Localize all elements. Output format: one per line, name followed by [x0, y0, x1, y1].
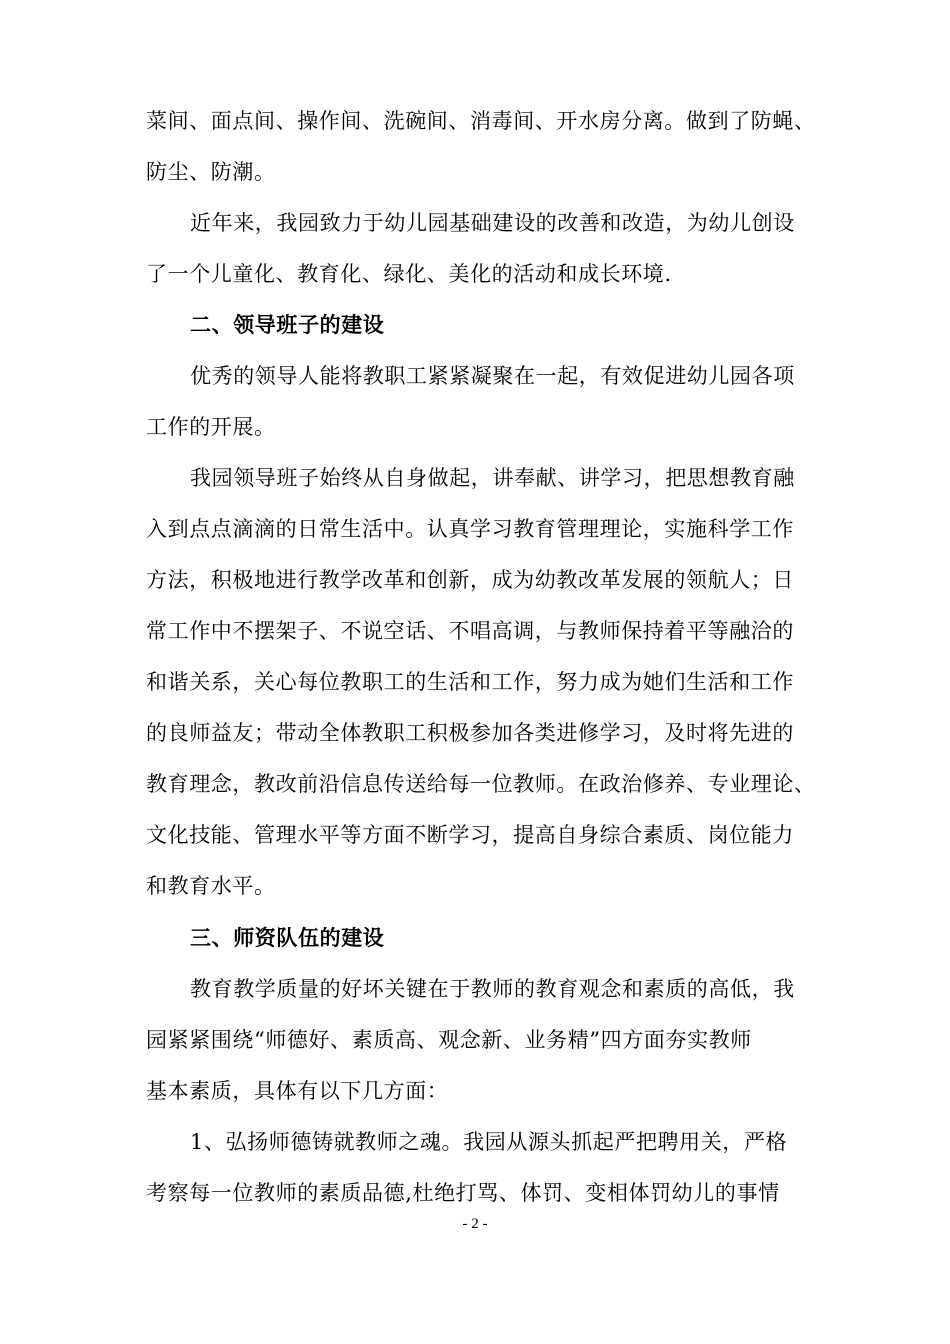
text-line: 常工作中不摆架子、不说空话、不唱高调，与教师保持着平等融洽的: [146, 619, 794, 643]
paragraph-first-line: 优秀的领导人能将教职工紧紧凝聚在一起，有效促进幼儿园各项: [190, 364, 795, 388]
text-line: 文化技能、管理水平等方面不断学习，提高自身综合素质、岗位能力: [146, 823, 794, 847]
text-line: 的良师益友；带动全体教职工积极参加各类进修学习，及时将先进的: [146, 721, 794, 745]
section-heading-teachers: 三、师资队伍的建设: [190, 925, 385, 950]
text-line: 和教育水平。: [146, 874, 276, 898]
text-line: 防尘、防潮。: [146, 160, 276, 184]
text-line: 基本素质，具体有以下几方面：: [146, 1079, 449, 1103]
page-number: - 2 -: [462, 1216, 488, 1232]
text-line: 考察每一位教师的素质品德,杜绝打骂、体罚、变相体罚幼儿的事情: [146, 1181, 780, 1205]
text-line: 了一个儿童化、教育化、绿化、美化的活动和成长环境.: [146, 262, 672, 286]
paragraph-first-line: 教育教学质量的好坏关键在于教师的教育观念和素质的高低，我: [190, 977, 795, 1001]
text-line: 菜间、面点间、操作间、洗碗间、消毒间、开水房分离。做到了防蝇、: [146, 109, 816, 133]
section-heading-leadership: 二、领导班子的建设: [190, 312, 385, 337]
text-line: 园紧紧围绕“师德好、素质高、观念新、业务精”四方面夯实教师: [146, 1028, 752, 1052]
text-line: 和谐关系，关心每位教职工的生活和工作，努力成为她们生活和工作: [146, 670, 794, 694]
text-line: 方法，积极地进行教学改革和创新，成为幼教改革发展的领航人；日: [146, 568, 794, 592]
text-line: 教育理念，教改前沿信息传送给每一位教师。在政治修养、专业理论、: [146, 772, 816, 796]
paragraph-first-line: 1、弘扬师德铸就教师之魂。我园从源头抓起严把聘用关，严格: [190, 1130, 788, 1154]
text-line: 工作的开展。: [146, 415, 276, 439]
paragraph-first-line: 近年来，我园致力于幼儿园基础建设的改善和改造，为幼儿创设: [190, 211, 795, 235]
paragraph-first-line: 我园领导班子始终从自身做起，讲奉献、讲学习，把思想教育融: [190, 466, 795, 490]
text-line: 入到点点滴滴的日常生活中。认真学习教育管理理论，实施科学工作: [146, 517, 794, 541]
